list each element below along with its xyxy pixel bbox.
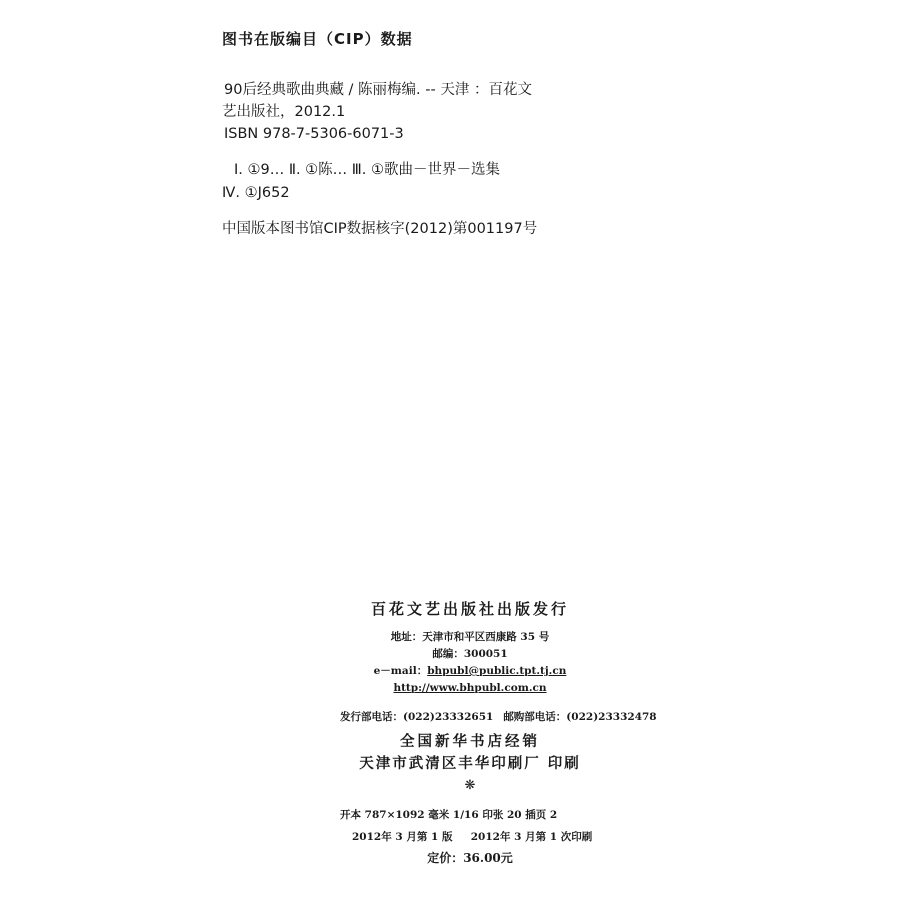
- publisher-email-line: [300, 663, 640, 680]
- cip-entry-line-1: 90后经典歌曲典藏 / 陈丽梅编. -- 天津 ：百花文: [224, 82, 532, 98]
- cip-heading: 图书在版编目（CIP）数据: [222, 30, 413, 48]
- ornament-icon: ❋: [464, 778, 476, 793]
- cip-class-line-2: Ⅳ. ①J652: [222, 185, 290, 201]
- cip-isbn: ISBN 978-7-5306-6071-3: [224, 126, 404, 142]
- email-label: e－mail：: [373, 665, 428, 677]
- sales-phone: 发行部电话：(022)23332651: [340, 711, 494, 723]
- publisher-website[interactable]: http://www.bhpubl.com.cn: [393, 682, 547, 694]
- book-specs: 开本 787×1092 毫米 1/16 印张 20 插页 2: [340, 809, 558, 821]
- cip-class-line-1: Ⅰ. ①9… Ⅱ. ①陈… Ⅲ. ①歌曲－世界－选集: [234, 162, 501, 178]
- publisher-name: 百花文艺出版社出版发行: [370, 600, 569, 618]
- distributor: 全国新华书店经销: [400, 733, 540, 750]
- imprint-block: [300, 598, 640, 697]
- cip-verification-number: 中国版本图书馆CIP数据核字(2012)第001197号: [222, 221, 538, 237]
- publisher-email[interactable]: bhpubl@public.tpt.tj.cn: [427, 665, 567, 677]
- cip-entry-line-2: 艺出版社，2012.1: [222, 104, 346, 120]
- publisher-website-line: [300, 680, 640, 697]
- edition-info: [352, 829, 592, 844]
- price: 定价：36.00元: [427, 851, 513, 865]
- printer: 天津市武清区丰华印刷厂 印刷: [359, 755, 581, 772]
- publisher-postcode: 邮编：300051: [432, 648, 508, 660]
- cip-block: [222, 28, 642, 238]
- cip-classification: [222, 159, 642, 205]
- cip-entry: [222, 79, 642, 145]
- edition: 2012年 3 月第 1 版: [352, 831, 453, 843]
- phone-numbers: [340, 709, 657, 724]
- printing: 2012年 3 月第 1 次印刷: [470, 831, 593, 843]
- publisher-address: 地址：天津市和平区西康路 35 号: [390, 631, 550, 643]
- mail-order-phone: 邮购部电话：(022)23332478: [503, 711, 657, 723]
